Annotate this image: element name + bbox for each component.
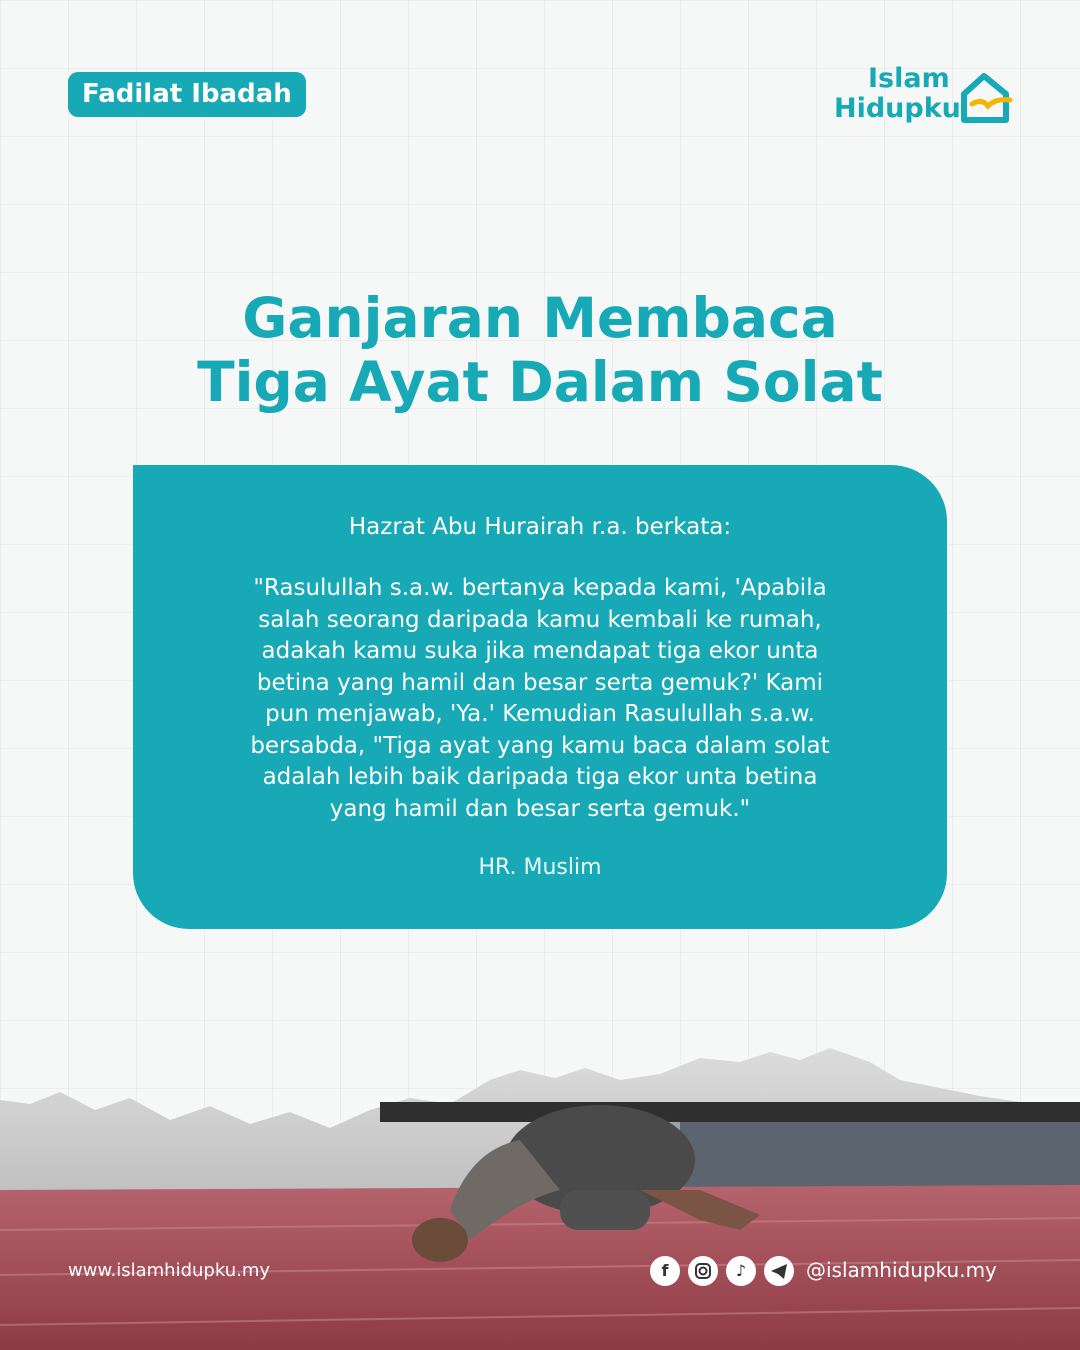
facebook-icon[interactable]: f [650, 1256, 680, 1286]
page-title-line1: Ganjaran Membaca [242, 286, 838, 350]
quote-line: pun menjawab, 'Ya.' Kemudian Rasulullah s.a.w. [265, 701, 815, 727]
quote-line: adakah kamu suka jika mendapat tiga ekor unta [261, 638, 819, 664]
quote-line: "Rasulullah s.a.w. bertanya kepada kami, 'Apabila [253, 575, 827, 601]
social-handle[interactable]: @islamhidupku.my [806, 1258, 997, 1282]
category-tag: Fadilat Ibadah [68, 72, 306, 117]
hadith-narrator: Hazrat Abu Hurairah r.a. berkata: [348, 514, 732, 540]
quote-line: yang hamil dan besar serta gemuk." [329, 795, 751, 822]
brand-line2: Hidupku [834, 93, 961, 124]
website-link[interactable]: www.islamhidupku.my [68, 1260, 271, 1281]
house-book-icon [958, 70, 1016, 126]
quote-line: bersabda, "Tiga ayat yang kamu baca dalam solat [250, 732, 830, 759]
brand-logo[interactable] [832, 64, 1022, 128]
hadith-quote [183, 573, 897, 825]
quote-line: salah seorang daripada kamu kembali ke rumah, [258, 606, 822, 633]
prayer-photo [0, 1040, 1080, 1350]
hadith-source: HR. Muslim [478, 855, 602, 880]
page-title-line2: Tiga Ayat Dalam Solat [197, 350, 883, 414]
brand-line1: Islam [868, 63, 950, 94]
hadith-card [133, 465, 947, 929]
telegram-icon[interactable] [764, 1256, 794, 1286]
instagram-icon[interactable] [688, 1256, 718, 1286]
tiktok-icon[interactable]: ♪ [726, 1256, 756, 1286]
quote-line: adalah lebih baik daripada tiga ekor unta betina [262, 764, 818, 790]
quote-line: betina yang hamil dan besar serta gemuk?' Kami [256, 669, 824, 696]
